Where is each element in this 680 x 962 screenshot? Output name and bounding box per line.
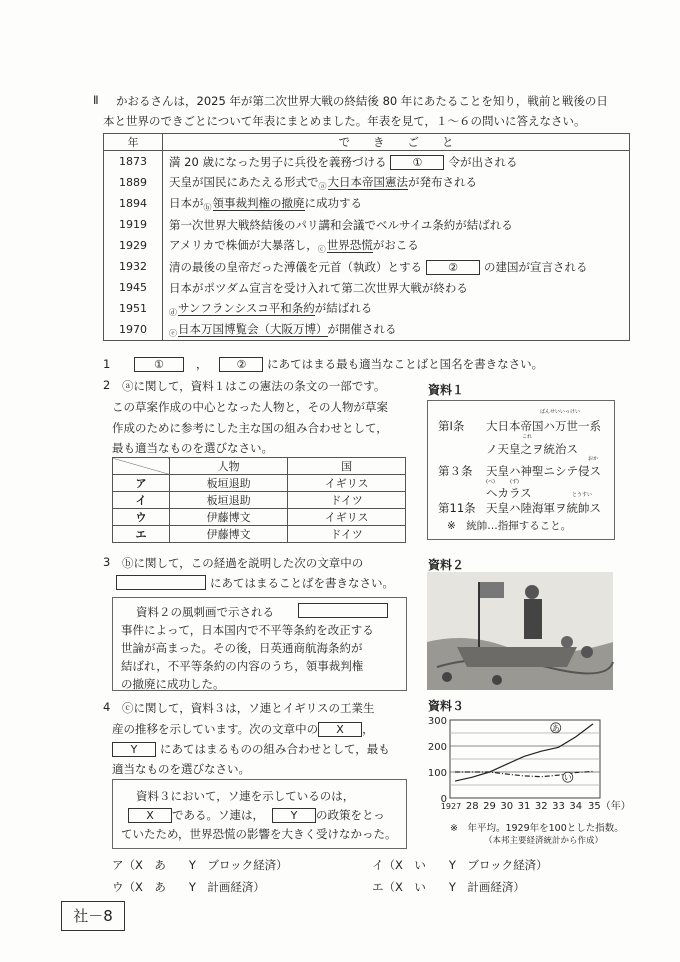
q2-number: 2	[103, 378, 111, 392]
event: $_ⓔ$日本万国博覧会（大阪万博）が開催される	[169, 321, 397, 338]
timeline-row	[104, 298, 630, 319]
blank-2: ②	[219, 357, 263, 372]
timeline-row	[104, 214, 630, 235]
x-tick-label: 32	[534, 801, 548, 812]
choice-row: ア 板垣退助 イギリス	[113, 475, 406, 492]
timeline-row	[104, 319, 630, 341]
event: 清の最後の皇帝だった溥儀を元首（執政）とする ② の建国が宣言される	[169, 259, 588, 274]
underline-marker: ⓒ	[317, 244, 326, 254]
section-numeral: Ⅱ	[93, 93, 99, 107]
x-tick-label: 1927	[440, 802, 462, 811]
timeline-row	[104, 193, 630, 214]
page-label: 社－8	[61, 901, 125, 931]
x-tick-label: 31	[517, 801, 531, 812]
y-tick-label: 300	[427, 716, 447, 727]
choice-a: ア（X あ Y ブロック経済）	[112, 858, 288, 872]
x-tick-label: 30	[500, 801, 514, 812]
timeline-blank: ②	[426, 260, 480, 275]
underline-marker: ⓔ	[169, 328, 177, 338]
choice-u: ウ（X あ Y 計画経済）	[112, 880, 265, 894]
year: 1945	[104, 277, 163, 298]
choice-table: 人物 国 ア 板垣退助 イギリス イ 板垣退助 ドイツ ウ 伊藤博文 イギリス エ 伊藤博文 ドイツ	[112, 457, 406, 543]
timeline-blank: ①	[390, 155, 444, 170]
chart-note: ※ 年平均。1929年を100とした指数。	[450, 823, 624, 834]
underline-marker: ⓑ	[203, 202, 212, 212]
event: 第一次世界大戦終結後のパリ講和会議でベルサイユ条約が結ばれる	[169, 217, 513, 232]
event: アメリカで株価が大暴落し，$_ⓒ$世界恐慌がおこる	[169, 237, 419, 254]
timeline-row	[104, 151, 630, 173]
q3-blank	[116, 575, 206, 590]
choice-row: イ 板垣退助 ドイツ	[113, 492, 406, 509]
q2-line: 作成のために参考にした主な国の組み合わせとして，	[112, 421, 388, 435]
exam-page: Ⅱ かおるさんは，2025 年が第二次世界大戦の終結後 80 年にあたることを知り，戦前と戦後の日 本と世界のできごとについて年表にまとめました。年表を見て，１～６の問いに答えなさい。 年 で き ご と 1873 満 20 歳になった男子に兵役を義務づける ① 令が出される 1889 天皇が国民にあたえる形式で$_ⓐ$大日本帝国憲法が発布される 1894 日本が$_ⓑ$領事裁判権の撤廃に成功する 1919 第一次世界大戦終結後のパリ講和会議でベルサイユ条約が結ばれる 1929 アメリカで株価が大暴落し，$_ⓒ$世界恐慌がおこる 1932 清の最後の皇帝だった溥儀を元首（執政）とする ② の建国が宣言される 1945 日本がポツダム宣言を受け入れて第二次世界大戦が終わる 1951 $_ⓓ$サンフランシスコ平和条約が結ばれる 1970 $_ⓔ$日本万国博覧会（大阪万博）が開催される 1 ① ， ② にあてはまる最も適当なことばと国名を書きなさい。 2 ⓐに関して，資料１はこの憲法の条文の一部です。 この草案作成の中心となった人物と，その人物が草案 作成のために参考にした主な国の組み合わせとして， 最も適当なものを選びなさい。 人物 国 ア 板垣退助 イギリス イ 板垣退助 ドイツ ウ 伊藤博文 イギリス エ 伊藤博文 ドイツ 資料１ 第Ⅰ条 大日本帝国ハ万世一系 ばんせいいっけい ノ天皇之ヲ統治ス これ 第３条 天皇ハ神聖ニシテ侵ス おか (べ) (ず) ヘカラス 第11条 天皇ハ陸海軍ヲ統帥ス とうすい ※ 統帥…指揮すること。 3 ⓑに関して，この経過を説明した次の文章中の にあてはまることばを書きなさい。 資料２の風刺画で示される 事件によって，日本国内で不平等条約を改正する 世論が高まった。その後，日英通商航海条約が 結ばれ，不平等条約の内容のうち，領事裁判権 の撤廃に成功した。 資料２ 4 ⓒに関して，資料３は，ソ連とイギリスの工業生 産の推移を示しています。次の文章中の X ， Y にあてはまるものの組み合わせとして，最も 適当なものを選びなさい。 資料３において，ソ連を示しているのは， X である。ソ連は， Y の政策をとっ ていたため，世界恐慌の影響を大きく受けなかった。 ア（X あ Y ブロック経済） イ（X い Y ブロック経済） ウ（X あ Y 計画経済） エ（X い Y 計画経済） 資料３ 0 100 200 300 1927 28 29 30 31 32 33 34 35（年） あ い ※ 年平均。1929年を100とした指数。 （本邦主要経済統計から作成） 社－8	[0, 0, 680, 962]
series-label: い	[563, 773, 572, 783]
x-tick-label: 28	[465, 801, 479, 812]
underlined-term: 世界恐慌	[326, 237, 373, 252]
blank-1: ①	[134, 357, 184, 372]
series-label: あ	[551, 723, 560, 733]
year: 1932	[104, 256, 163, 277]
event: 日本が$_ⓑ$領事裁判権の撤廃に成功する	[169, 195, 362, 212]
q2-line: 最も適当なものを選びなさい。	[112, 441, 273, 455]
event: 日本がポツダム宣言を受け入れて第二次世界大戦が終わる	[169, 280, 468, 295]
underlined-term: サンフランシスコ平和条約	[178, 300, 315, 315]
q4-line3: Y にあてはまるものの組み合わせとして，最も	[112, 741, 390, 757]
year: 1894	[104, 193, 163, 214]
q4-line2: 産の推移を示しています。次の文章中の X ，	[112, 722, 374, 736]
year: 1951	[104, 298, 163, 319]
event: $_ⓓ$サンフランシスコ平和条約が結ばれる	[169, 300, 373, 317]
y-tick-label: 200	[427, 742, 447, 753]
doc1-note: ※ 統帥…指揮すること。	[447, 520, 572, 532]
underlined-term: 日本万国博覧会（大阪万博）	[178, 321, 328, 336]
q2-line: この草案作成の中心となった人物と，その人物が草案	[112, 400, 388, 414]
underlined-term: 領事裁判権の撤廃	[212, 195, 305, 210]
industrial-production-chart	[420, 712, 631, 817]
x-tick-label: 35（年）	[588, 801, 631, 812]
year: 1929	[104, 235, 163, 256]
timeline-row	[104, 235, 630, 256]
year: 1919	[104, 214, 163, 235]
choice-i: イ（X い Y ブロック経済）	[372, 858, 548, 872]
underlined-term: 大日本帝国憲法	[327, 174, 408, 189]
satirical-cartoon-image	[427, 572, 613, 690]
diagonal-cell	[113, 458, 170, 475]
timeline-row	[104, 172, 630, 193]
doc3-title: 資料３	[428, 699, 465, 713]
event: 天皇が国民にあたえる形式で$_ⓐ$大日本帝国憲法が発布される	[169, 174, 477, 191]
timeline-row	[104, 277, 630, 298]
year: 1873	[104, 151, 163, 173]
x-tick-label: 34	[569, 801, 583, 812]
timeline-table	[103, 133, 630, 341]
intro-line-2: 本と世界のできごとについて年表にまとめました。年表を見て，１～６の問いに答えなさい。	[103, 114, 586, 128]
chart-source: （本邦主要経済統計から作成）	[484, 836, 604, 846]
y-tick-label: 0	[440, 794, 447, 805]
underline-marker: ⓓ	[169, 307, 177, 317]
choice-row: エ 伊藤博文 ドイツ	[113, 526, 406, 543]
x-tick-label: 29	[483, 801, 496, 812]
underline-marker: ⓐ	[318, 181, 327, 191]
passage-blank	[298, 603, 388, 618]
timeline-row	[104, 256, 630, 277]
x-tick-label: 33	[552, 801, 565, 812]
intro-line-1: かおるさんは，2025 年が第二次世界大戦の終結後 80 年にあたることを知り，戦前と戦後の日	[116, 94, 608, 108]
y-tick-label: 100	[427, 768, 447, 779]
header-event: で き ご と	[163, 134, 630, 151]
event: 満 20 歳になった男子に兵役を義務づける ① 令が出される	[169, 154, 518, 169]
choice-e: エ（X い Y 計画経済）	[372, 880, 525, 894]
q2-line: ⓐに関して，資料１はこの憲法の条文の一部です。	[122, 379, 386, 393]
choice-row: ウ 伊藤博文 イギリス	[113, 509, 406, 526]
year: 1970	[104, 319, 163, 341]
question-1: 1 ① ， ② にあてはまる最も適当なことばと国名を書きなさい。	[103, 357, 544, 371]
doc1-title: 資料１	[428, 383, 465, 397]
year: 1889	[104, 172, 163, 193]
doc2-title: 資料２	[428, 558, 465, 572]
header-year: 年	[104, 134, 163, 151]
